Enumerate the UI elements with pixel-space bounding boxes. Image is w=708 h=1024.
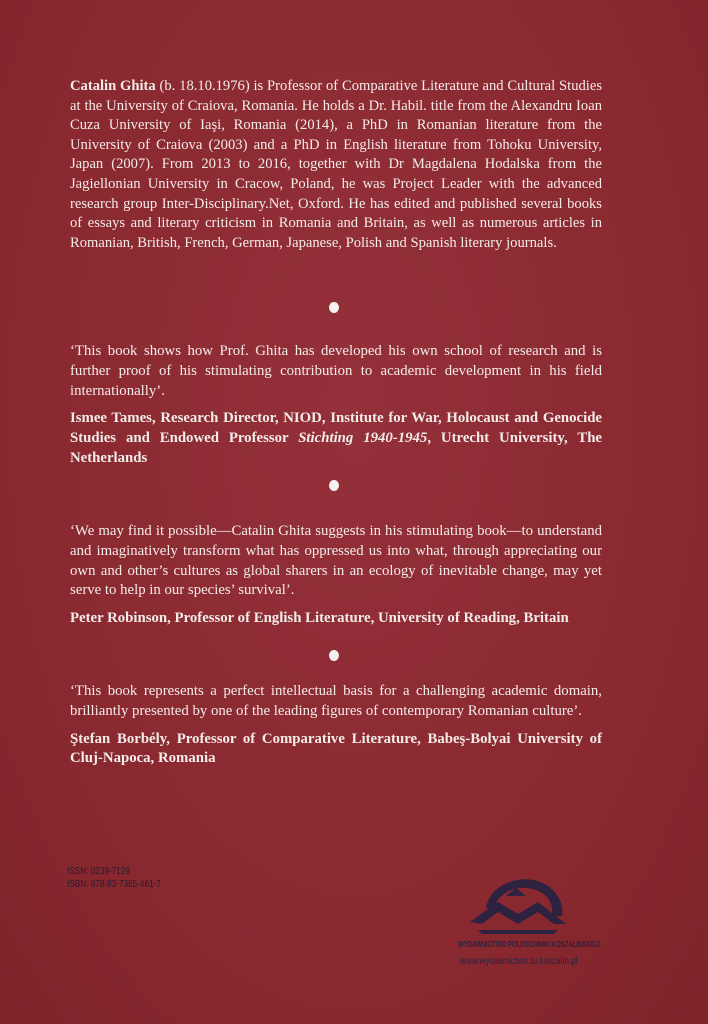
isbn-code: ISBN: 978-83-7365-461-7 <box>67 879 161 890</box>
separator-dot <box>329 480 339 491</box>
endorsement-3 <box>70 682 602 769</box>
author-name: Catalin Ghita <box>70 78 156 94</box>
endorsement-attribution: Ştefan Borbély, Professor of Comparative Literature, Babeş-Bolyai University of Cluj-Napoca, Romania <box>70 730 602 767</box>
author-bio <box>70 77 602 253</box>
endorsement-quote: ‘This book represents a perfect intellectual basis for a challenging academic domain, brilliantly presented by one of the leading figures of contemporary Romanian culture’. <box>70 683 602 719</box>
publisher-logo-icon <box>468 872 568 938</box>
issn-code: ISSN: 0239-7129 <box>67 866 130 877</box>
separator-dot <box>329 650 339 661</box>
publisher-name: WYDAWNICTWO POLITECHNIKI KOSZALIŃSKIEJ <box>458 940 600 949</box>
endorsement-2 <box>70 522 602 629</box>
endorsement-attribution: Ismee Tames, Research Director, NIOD, Institute for War, Holocaust and Genocide Studies and Endowed Professor Stichting 1940-1945, Utrecht University, The Netherlands <box>70 410 602 466</box>
endorsement-quote: ‘We may find it possible—Catalin Ghita suggests in his stimulating book—to understand and imaginatively transform what has oppressed us into what, through appreciating our own and other’s cultures as global sharers in an ecology of inevitable change, may yet serve to help in our species’ survival’. <box>70 523 602 599</box>
separator-dot <box>329 302 339 313</box>
endorsement-attribution: Peter Robinson, Professor of English Literature, University of Reading, Britain <box>70 610 569 627</box>
isbn-block <box>67 865 161 891</box>
publisher-url: www.wydawnictwo.tu.koszalin.pl <box>460 956 578 967</box>
endorsement-1 <box>70 342 602 468</box>
author-bio-text: (b. 18.10.1976) is Professor of Comparative Literature and Cultural Studies at the University of Craiova, Romania. He holds a Dr. Habil. title from the Alexandru Ioan Cuza University of Iaşi, Romania (2014), a PhD in Romanian literature from the University of Craiova (2003) and a PhD in English literature from Tohoku University, Japan (2007). From 2013 to 2016, together with Dr Magdalena Hodalska from the Jagiellonian University in Cracow, Poland, he was Project Leader with the advanced research group Inter-Disciplinary.Net, Oxford. He has edited and published several books of essays and literary criticism in Romania and Britain, as well as numerous articles in Romanian, British, French, German, Japanese, Polish and Spanish literary journals. <box>70 78 602 251</box>
endorsement-quote: ‘This book shows how Prof. Ghita has developed his own school of research and is further proof of his stimulating contribution to academic development in his field internationally’. <box>70 343 602 399</box>
